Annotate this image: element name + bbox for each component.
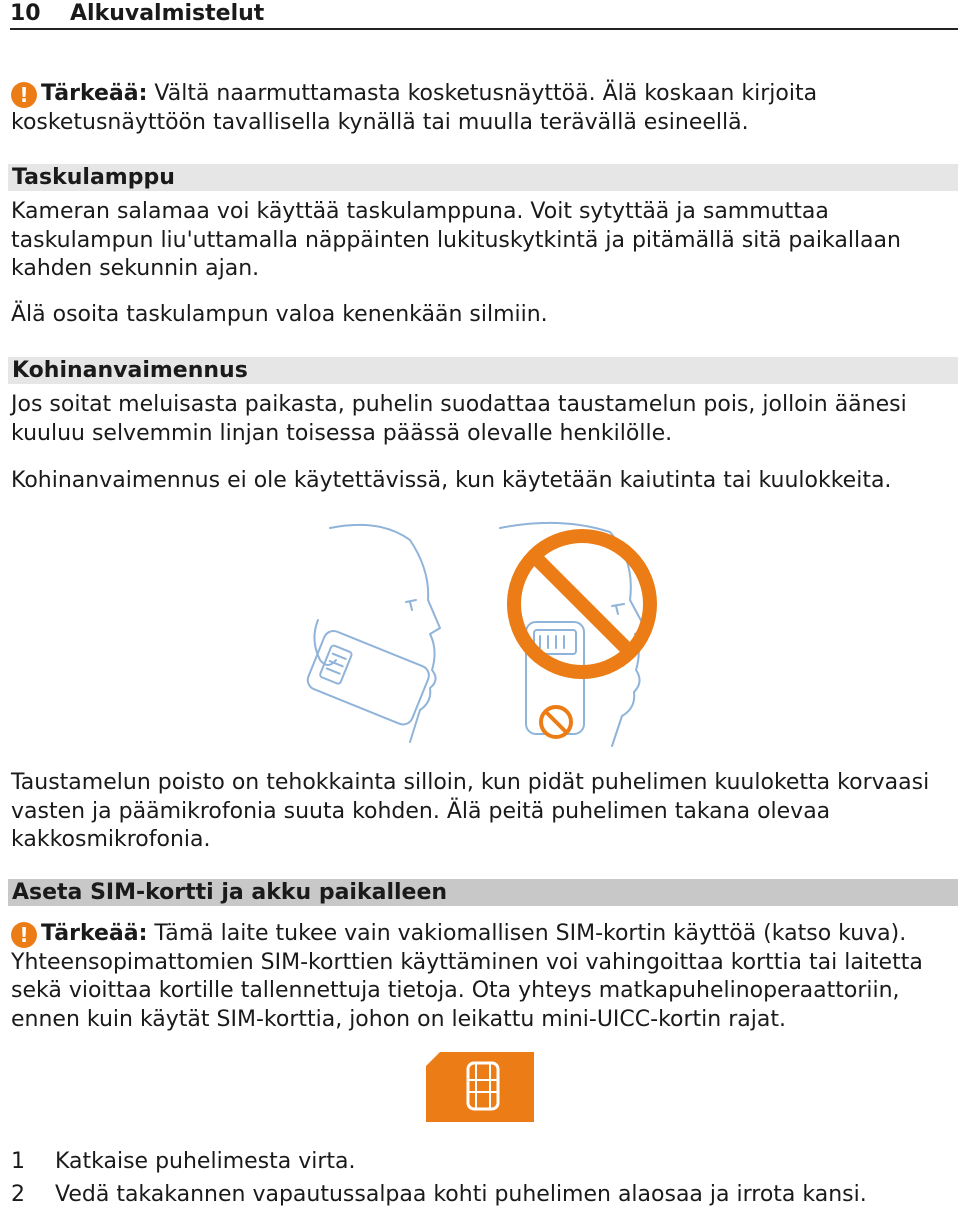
step-number: 1 — [11, 1149, 25, 1174]
page-number: 10 — [10, 1, 41, 26]
paragraph-flashlight-warning: Älä osoita taskulampun valoa kenenkään silmiin. — [11, 302, 548, 327]
warning-icon: ! — [11, 82, 37, 108]
warning-icon: ! — [11, 922, 37, 948]
section-heading-sim: Aseta SIM-kortti ja akku paikalleen — [8, 879, 958, 906]
paragraph-flashlight: Kameran salamaa voi käyttää taskulamppuna. Voit sytyttää ja sammuttaa taskulampun liu'uttamalla näppäinten lukituskytkintä ja pitämällä sitä paikallaan kahden sekunnin ajan. — [11, 199, 901, 281]
chapter-title: Alkuvalmistelut — [70, 1, 265, 26]
paragraph-noise-cancel-note: Kohinanvaimennus ei ole käytettävissä, kun käytetään kaiutinta tai kuulokkeita. — [11, 468, 892, 493]
warning-text: Tämä laite tukee vain vakiomallisen SIM-kortin käyttöä (katso kuva). Yhteensopimattomien SIM-korttien käyttäminen voi vahingoittaa korttia tai laitetta sekä vioittaa kortille tallennettuja tietoja. Ota yhteys matkapuhelinoperaattoriin, ennen kuin käytät SIM-korttia, johon on leikattu mini-UICC-kortin rajat. — [11, 921, 923, 1032]
step-number: 2 — [11, 1182, 25, 1207]
paragraph-noise-cancel: Jos soitat meluisasta paikasta, puhelin suodattaa taustamelun pois, jolloin äänesi kuuluu selvemmin linjan toisessa päässä olevalle henkilölle. — [11, 392, 907, 446]
paragraph-mic-placement: Taustamelun poisto on tehokkainta silloin, kun pidät puhelimen kuuloketta korvaasi vasten ja päämikrofonia suuta kohden. Älä peitä puhelimen takana olevaa kakkosmikrofonia. — [11, 770, 930, 852]
warning-label: Tärkeää: — [41, 81, 148, 106]
phone-at-ear-illustration — [290, 510, 690, 750]
prohibited-icon — [514, 536, 650, 672]
list-item — [11, 1181, 867, 1209]
warning-note-sim — [11, 920, 951, 1034]
section-heading-kohinanvaimennus: Kohinanvaimennus — [8, 357, 958, 384]
warning-note-touchscreen — [11, 80, 951, 137]
section-heading-taskulamppu: Taskulamppu — [8, 164, 958, 191]
step-text: Vedä takakannen vapautussalpaa kohti puhelimen alaosaa ja irrota kansi. — [55, 1182, 867, 1207]
page-header — [10, 0, 958, 30]
list-item — [11, 1148, 356, 1176]
prohibited-icon — [541, 707, 571, 737]
step-text: Katkaise puhelimesta virta. — [55, 1149, 356, 1174]
sim-card-icon — [426, 1052, 534, 1122]
warning-text: Vältä naarmuttamasta kosketusnäyttöä. Älä koskaan kirjoita kosketusnäyttöön tavallisella kynällä tai muulla terävällä esineellä. — [11, 81, 818, 135]
warning-label: Tärkeää: — [41, 921, 148, 946]
